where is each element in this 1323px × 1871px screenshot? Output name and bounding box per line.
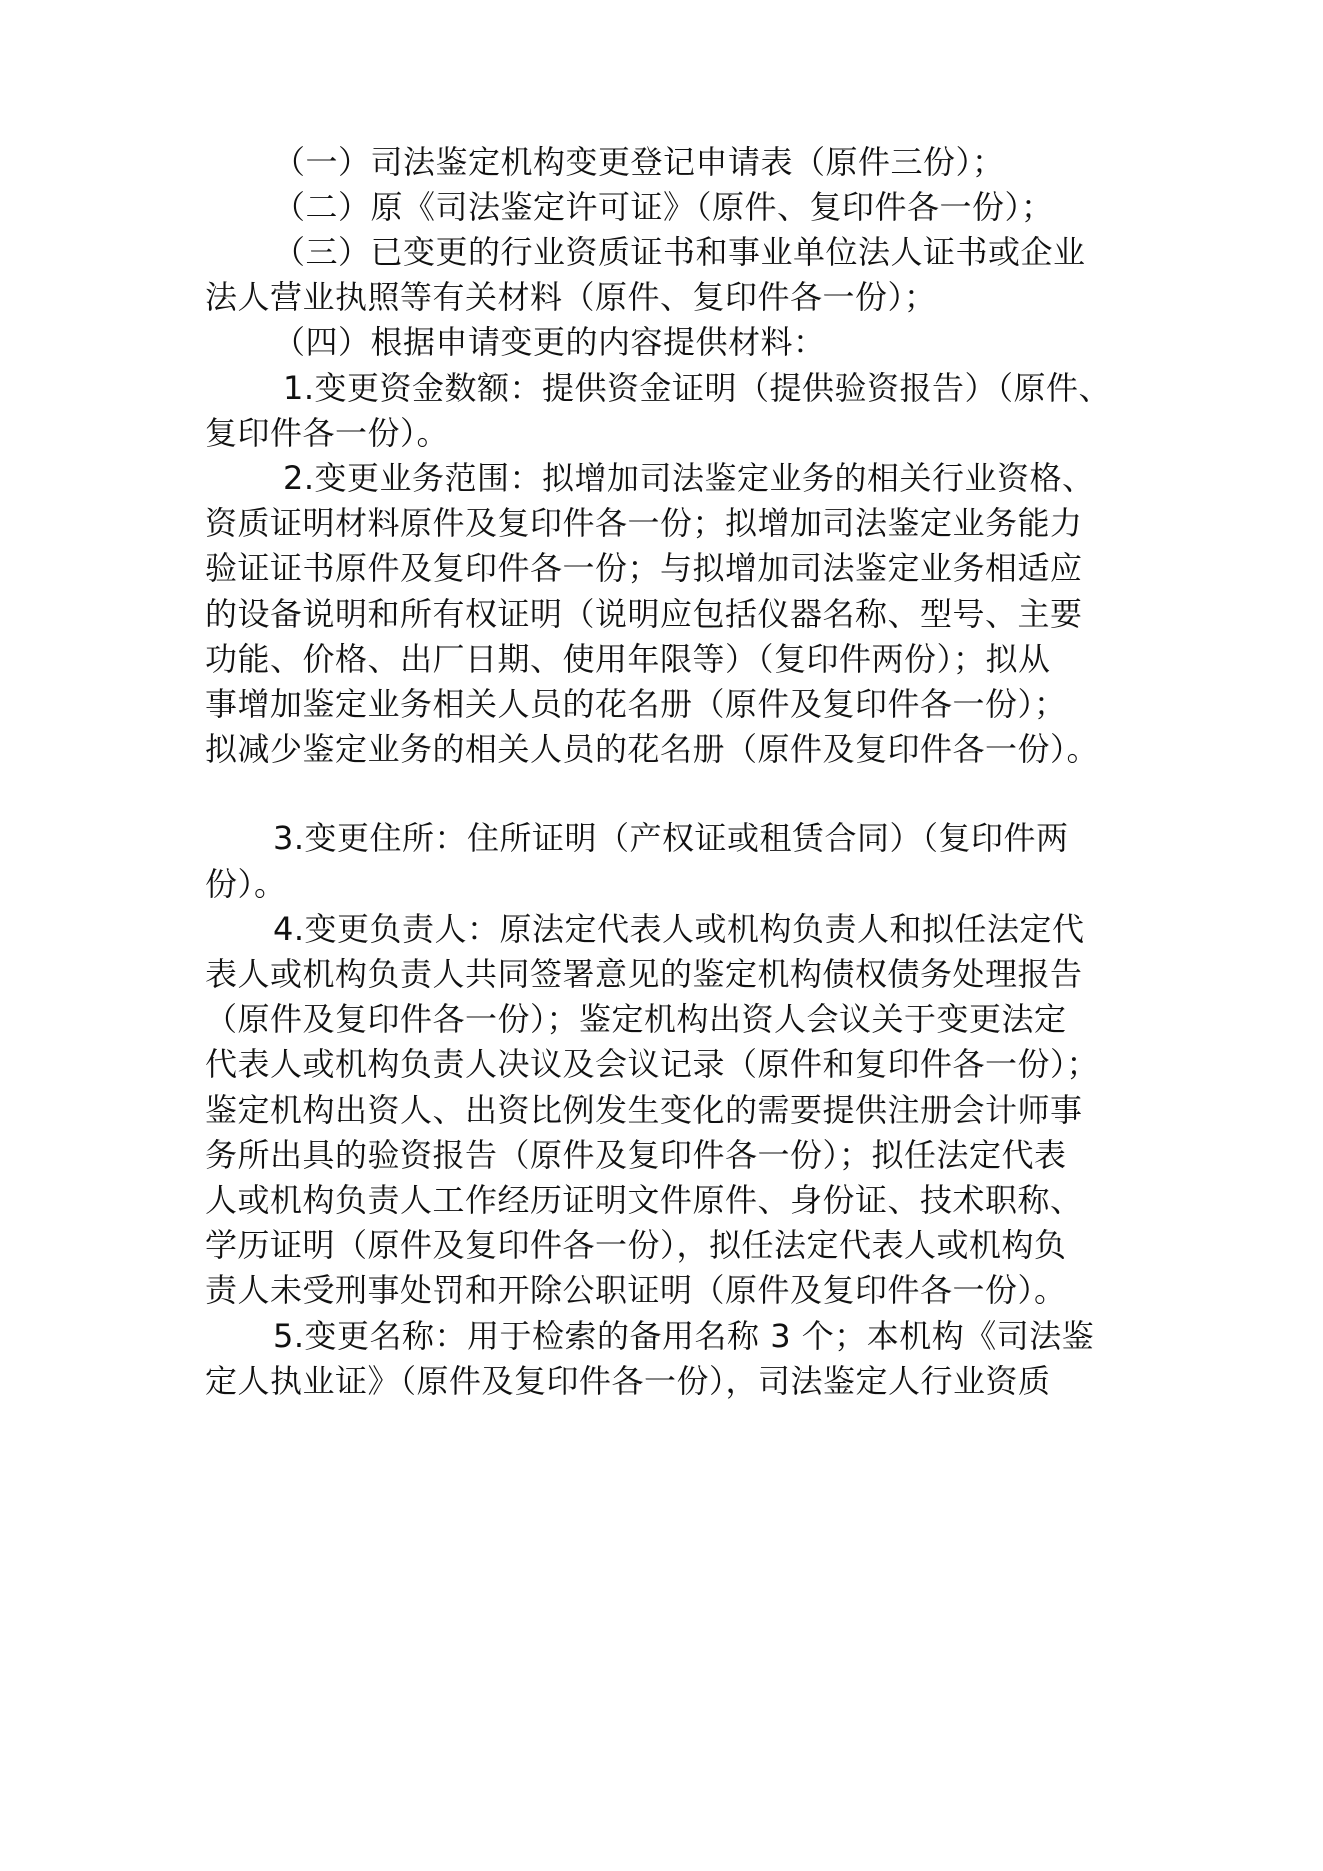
text-line: （一）司法鉴定机构变更登记申请表（原件三份）；	[273, 143, 1005, 181]
text-line: 复印件各一份）。	[205, 414, 450, 452]
text-line: 定人执业证》（原件及复印件各一份），司法鉴定人行业资质	[205, 1362, 1051, 1400]
text-line: 的设备说明和所有权证明（说明应包括仪器名称、型号、主要	[205, 595, 1083, 633]
text-line: 1.变更资金数额：提供资金证明（提供验资报告）（原件、	[283, 369, 1112, 407]
text-line: 人或机构负责人工作经历证明文件原件、身份证、技术职称、	[205, 1181, 1083, 1219]
text-line: 法人营业执照等有关材料（原件、复印件各一份）；	[205, 278, 937, 316]
text-line: 份）。	[205, 865, 287, 903]
text-line: 表人或机构负责人共同签署意见的鉴定机构债权债务处理报告	[205, 955, 1083, 993]
text-line: （三）已变更的行业资质证书和事业单位法人证书或企业	[273, 233, 1086, 271]
text-line: 3.变更住所：住所证明（产权证或租赁合同）（复印件两	[273, 819, 1069, 857]
text-line: 拟减少鉴定业务的相关人员的花名册（原件及复印件各一份）。	[205, 730, 1100, 768]
text-line: （二）原《司法鉴定许可证》（原件、复印件各一份）；	[273, 188, 1054, 226]
text-line: 资质证明材料原件及复印件各一份；拟增加司法鉴定业务能力	[205, 504, 1083, 542]
text-line: 验证证书原件及复印件各一份；与拟增加司法鉴定业务相适应	[205, 549, 1083, 587]
text-line: 学历证明（原件及复印件各一份），拟任法定代表人或机构负	[205, 1226, 1067, 1264]
text-line: 责人未受刑事处罚和开除公职证明（原件及复印件各一份）。	[205, 1271, 1067, 1309]
text-line: 事增加鉴定业务相关人员的花名册（原件及复印件各一份）；	[205, 685, 1067, 723]
text-line: 4.变更负责人：原法定代表人或机构负责人和拟任法定代	[273, 910, 1085, 948]
text-line: 5.变更名称：用于检索的备用名称 3 个；本机构《司法鉴	[273, 1317, 1095, 1355]
text-line: 务所出具的验资报告（原件及复印件各一份）；拟任法定代表	[205, 1136, 1067, 1174]
text-line: 鉴定机构出资人、出资比例发生变化的需要提供注册会计师事	[205, 1091, 1083, 1129]
text-line: 功能、价格、出厂日期、使用年限等）（复印件两份）；拟从	[205, 640, 1051, 678]
text-line: （原件及复印件各一份）；鉴定机构出资人会议关于变更法定	[205, 1000, 1067, 1038]
text-line: 2.变更业务范围：拟增加司法鉴定业务的相关行业资格、	[283, 459, 1095, 497]
text-line: （四）根据申请变更的内容提供材料：	[273, 323, 826, 361]
text-line: 代表人或机构负责人决议及会议记录（原件和复印件各一份）；	[205, 1045, 1100, 1083]
